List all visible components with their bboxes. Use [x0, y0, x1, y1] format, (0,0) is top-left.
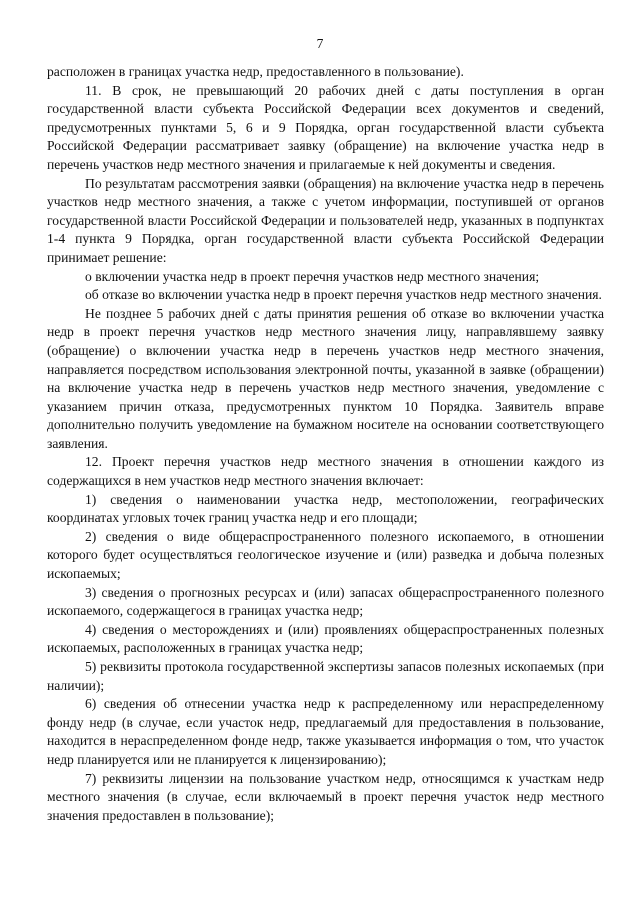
page-number: 7: [316, 36, 324, 51]
paragraph: 12. Проект перечня участков недр местного значения в отношении каждого из содержащихся в нем участков недр местного значения включает:: [47, 454, 604, 489]
paragraph: расположен в границах участка недр, предоставленного в пользование).: [47, 64, 464, 79]
list-item: 1) сведения о наименовании участка недр, местоположении, географических координатах угловых точек границ участка недр и его площади;: [47, 491, 604, 526]
paragraph: По результатам рассмотрения заявки (обращения) на включение участка недр в перечень участков недр местного значения, а также с учетом информации, поступившей от органов государственной власти Российской Федерации и пользователей недр, указанных в подпунктах 1-4 пункта 9 Порядка, орган государственной власти субъекта Российской Федерации принимает решение:: [47, 175, 604, 265]
list-item: 5) реквизиты протокола государственной экспертизы запасов полезных ископаемых (при наличии);: [47, 659, 604, 693]
document-body: [47, 63, 604, 825]
list-item: 7) реквизиты лицензии на пользование участком недр, относящимся к участкам недр местного значения (в случае, если включаемый в проект перечня участок недр местного значения предоставлен в пользование);: [47, 770, 604, 823]
paragraph: Не позднее 5 рабочих дней с даты принятия решения об отказе во включении участка недр в проект перечня участков недр местного значения лицу, направлявшему заявку (обращение) о включении участка недр в перечень участков недр местного значения, направляется посредством использования электронной почты, указанной в заявке (обращении) на включение участка недр в перечень участков недр местного значения, уведомление с указанием причин отказа, предусмотренных пунктом 10 Порядка. Заявитель вправе дополнительно получить уведомление на бумажном носителе на основании соответствующего заявления.: [47, 305, 604, 451]
paragraph: об отказе во включении участка недр в проект перечня участков недр местного значения.: [85, 287, 602, 303]
list-item: 2) сведения о виде общераспространенного полезного ископаемого, в отношении которого будет осуществляться геологическое изучение и (или) разведка и добыча полезных ископаемых;: [47, 528, 604, 582]
paragraph: 11. В срок, не превышающий 20 рабочих дней с даты поступления в орган государственной власти субъекта Российской Федерации всех документов и сведений, предусмотренных пунктами 5, 6 и 9 Порядка, орган государственной власти субъекта Российской Федерации рассматривает заявку (обращение) на включение участка недр в перечень участков недр местного значения и прилагаемые к ней документы и сведения.: [47, 82, 604, 172]
paragraph: о включении участка недр в проект перечня участков недр местного значения;: [85, 268, 540, 284]
list-item: 4) сведения о месторождениях и (или) проявлениях общераспространенных полезных ископаемых, расположенных в границах участка недр;: [47, 621, 604, 656]
list-item: 3) сведения о прогнозных ресурсах и (или) запасах общераспространенного полезного ископаемого, содержащегося в границах участка недр;: [47, 584, 604, 619]
list-item: 6) сведения об отнесении участка недр к распределенному или нераспределенному фонду недр (в случае, если участок недр, предлагаемый для предоставления в пользование, находится в нераспределенном фонде недр, также указывается информация о том, что участок недр планируется или не планируется к лицензированию);: [47, 696, 604, 767]
